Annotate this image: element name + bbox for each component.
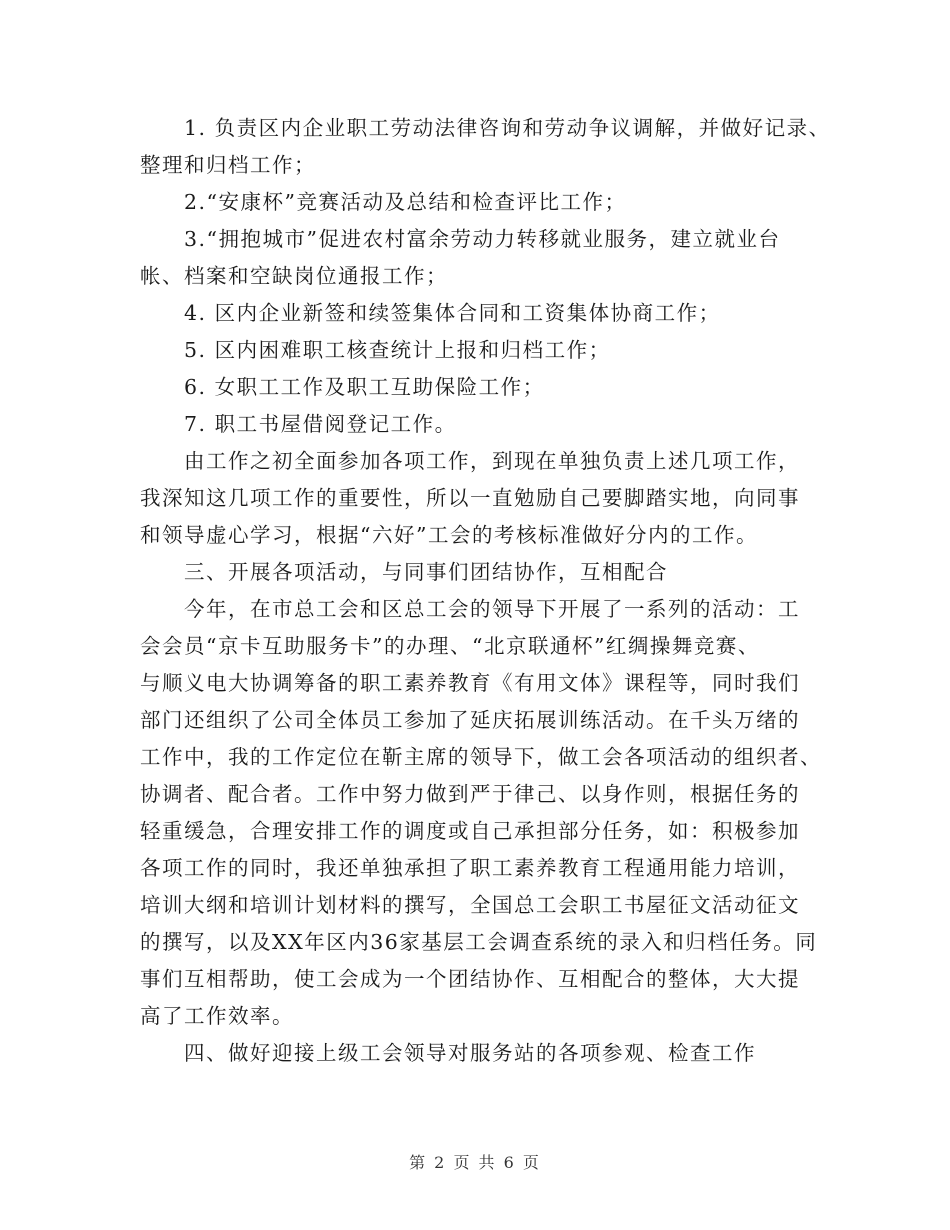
text-line: 整理和归档工作；: [140, 153, 316, 177]
text-line: 事们互相帮助，使工会成为一个团结协作、互相配合的整体，大大提: [140, 967, 800, 991]
text-line: 2.“安康杯”竞赛活动及总结和检查评比工作；: [140, 190, 627, 214]
text-line: 1. 负责区内企业职工劳动法律咨询和劳动争议调解，并做好记录、: [140, 116, 831, 140]
text-line: 7. 职工书屋借阅登记工作。: [140, 412, 457, 436]
text-line: 协调者、配合者。工作中努力做到严于律己、以身作则，根据任务的: [140, 782, 800, 806]
text-line: 高了工作效率。: [140, 1004, 294, 1028]
text-line: 3.“拥抱城市”促进农村富余劳动力转移就业服务，建立就业台: [140, 227, 781, 251]
text-line: 6. 女职工工作及职工互助保险工作；: [140, 375, 545, 399]
text-line: 今年，在市总工会和区总工会的领导下开展了一系列的活动：工: [140, 597, 800, 621]
text-line: 轻重缓急，合理安排工作的调度或自己承担部分任务，如：积极参加: [140, 819, 800, 843]
text-line: 工作中，我的工作定位在靳主席的领导下，做工会各项活动的组织者、: [140, 745, 822, 769]
text-line: 的撰写，以及XX年区内36家基层工会调查系统的录入和归档任务。同: [140, 930, 818, 954]
text-line: 帐、档案和空缺岗位通报工作；: [140, 264, 448, 288]
text-line: 培训大纲和培训计划材料的撰写，全国总工会职工书屋征文活动征文: [140, 893, 800, 917]
text-line: 会会员“京卡互助服务卡”的办理、“北京联通杯”红绸操舞竞赛、: [140, 634, 760, 658]
text-line: 4. 区内企业新签和续签集体合同和工资集体协商工作；: [140, 301, 721, 325]
section-heading: 四、做好迎接上级工会领导对服务站的各项参观、检查工作: [140, 1041, 756, 1065]
text-line: 部门还组织了公司全体员工参加了延庆拓展训练活动。在千头万绪的: [140, 708, 800, 732]
section-heading: 三、开展各项活动，与同事们团结协作，互相配合: [140, 560, 668, 584]
text-line: 与顺义电大协调筹备的职工素养教育《有用文体》课程等，同时我们: [140, 671, 800, 695]
text-line: 各项工作的同时，我还单独承担了职工素养教育工程通用能力培训，: [140, 856, 800, 880]
page-number-footer: 第 2 页 共 6 页: [409, 1153, 541, 1172]
text-line: 由工作之初全面参加各项工作，到现在单独负责上述几项工作，: [140, 449, 800, 473]
text-line: 我深知这几项工作的重要性，所以一直勉励自己要脚踏实地，向同事: [140, 486, 800, 510]
text-line: 5. 区内困难职工核查统计上报和归档工作；: [140, 338, 611, 362]
text-line: 和领导虚心学习，根据“六好”工会的考核标准做好分内的工作。: [140, 523, 758, 547]
